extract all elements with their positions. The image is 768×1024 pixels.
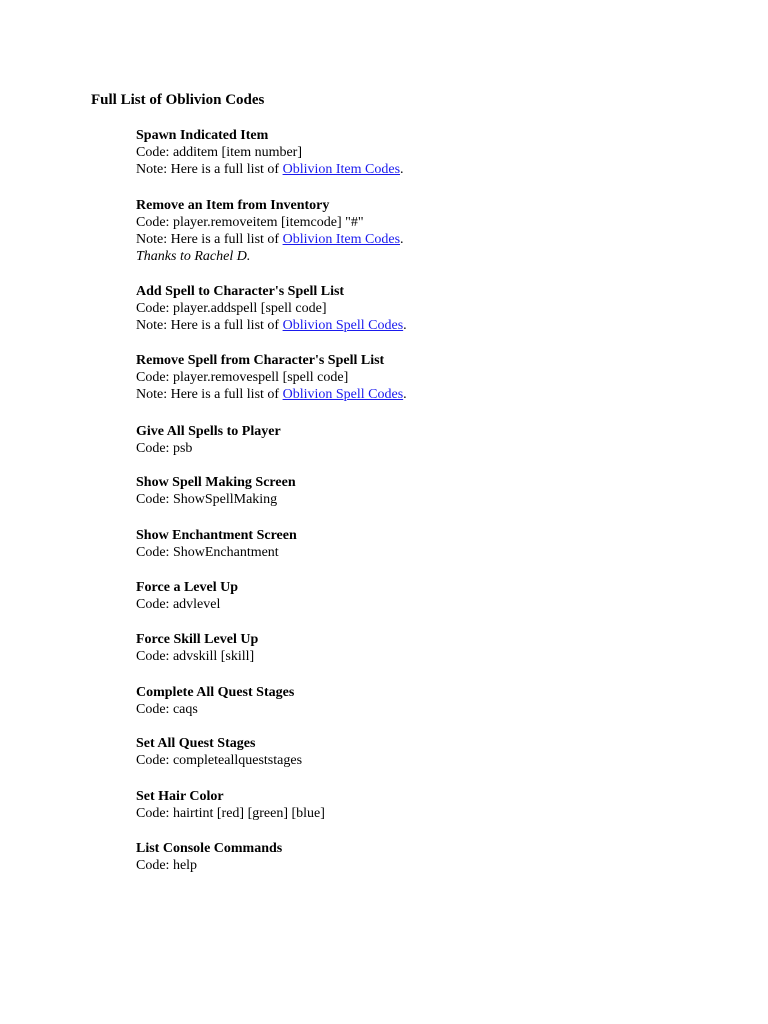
- entry-thanks: Thanks to Rachel D.: [136, 249, 251, 264]
- note-prefix: Note: Here is a full list of: [136, 387, 283, 402]
- entry-code: Code: psb: [136, 441, 193, 456]
- note-suffix: .: [403, 387, 407, 402]
- entry-title: List Console Commands: [136, 841, 283, 856]
- entry-title: Set Hair Color: [136, 789, 224, 804]
- entry-code: Code: caqs: [136, 702, 198, 717]
- oblivion-item-codes-link[interactable]: Oblivion Item Codes: [282, 232, 401, 247]
- code-entry: [136, 283, 407, 334]
- note-prefix: Note: Here is a full list of: [136, 232, 283, 247]
- entry-code: Code: hairtint [red] [green] [blue]: [136, 806, 325, 821]
- entry-title: Add Spell to Character's Spell List: [136, 284, 345, 299]
- note-prefix: Note: Here is a full list of: [136, 162, 283, 177]
- entry-title: Force Skill Level Up: [136, 632, 259, 647]
- code-entry: [136, 352, 407, 403]
- entry-title: Set All Quest Stages: [136, 736, 256, 751]
- entry-title: Show Enchantment Screen: [136, 528, 297, 543]
- entry-title: Spawn Indicated Item: [136, 128, 269, 143]
- entry-code: Code: advlevel: [136, 597, 221, 612]
- oblivion-item-codes-link[interactable]: Oblivion Item Codes: [282, 162, 401, 177]
- code-entry: [136, 735, 302, 769]
- entry-code: Code: ShowSpellMaking: [136, 492, 278, 507]
- note-suffix: .: [403, 318, 407, 333]
- entry-title: Remove an Item from Inventory: [136, 198, 330, 213]
- entry-code: Code: player.removeitem [itemcode] "#": [136, 215, 364, 230]
- entry-title: Remove Spell from Character's Spell List: [136, 353, 385, 368]
- entry-code: Code: player.removespell [spell code]: [136, 370, 349, 385]
- note-suffix: .: [400, 232, 404, 247]
- entry-code: Code: additem [item number]: [136, 145, 303, 160]
- entry-title: Force a Level Up: [136, 580, 238, 595]
- entry-code: Code: ShowEnchantment: [136, 545, 279, 560]
- note-prefix: Note: Here is a full list of: [136, 318, 283, 333]
- entry-note: [136, 386, 407, 403]
- code-entry: [136, 579, 238, 613]
- entry-note: [136, 231, 404, 248]
- code-entry: [136, 527, 297, 561]
- code-entry: [136, 474, 296, 508]
- oblivion-spell-codes-link[interactable]: Oblivion Spell Codes: [282, 318, 404, 333]
- entry-code: Code: help: [136, 858, 198, 873]
- code-entry: [136, 127, 404, 178]
- code-entry: [136, 423, 281, 457]
- code-entry: [136, 788, 325, 822]
- entry-title: Show Spell Making Screen: [136, 475, 296, 490]
- entry-note: [136, 317, 407, 334]
- entry-code: Code: player.addspell [spell code]: [136, 301, 327, 316]
- entry-code: Code: advskill [skill]: [136, 649, 255, 664]
- entry-title: Give All Spells to Player: [136, 424, 281, 439]
- entry-note: [136, 161, 404, 178]
- entry-title: Complete All Quest Stages: [136, 685, 295, 700]
- code-entry: [136, 684, 294, 718]
- note-suffix: .: [400, 162, 404, 177]
- code-entry: [136, 197, 404, 265]
- oblivion-spell-codes-link[interactable]: Oblivion Spell Codes: [282, 387, 404, 402]
- entry-code: Code: completeallqueststages: [136, 753, 303, 768]
- page-title: Full List of Oblivion Codes: [91, 92, 265, 108]
- code-entry: [136, 631, 258, 665]
- code-entry: [136, 840, 282, 874]
